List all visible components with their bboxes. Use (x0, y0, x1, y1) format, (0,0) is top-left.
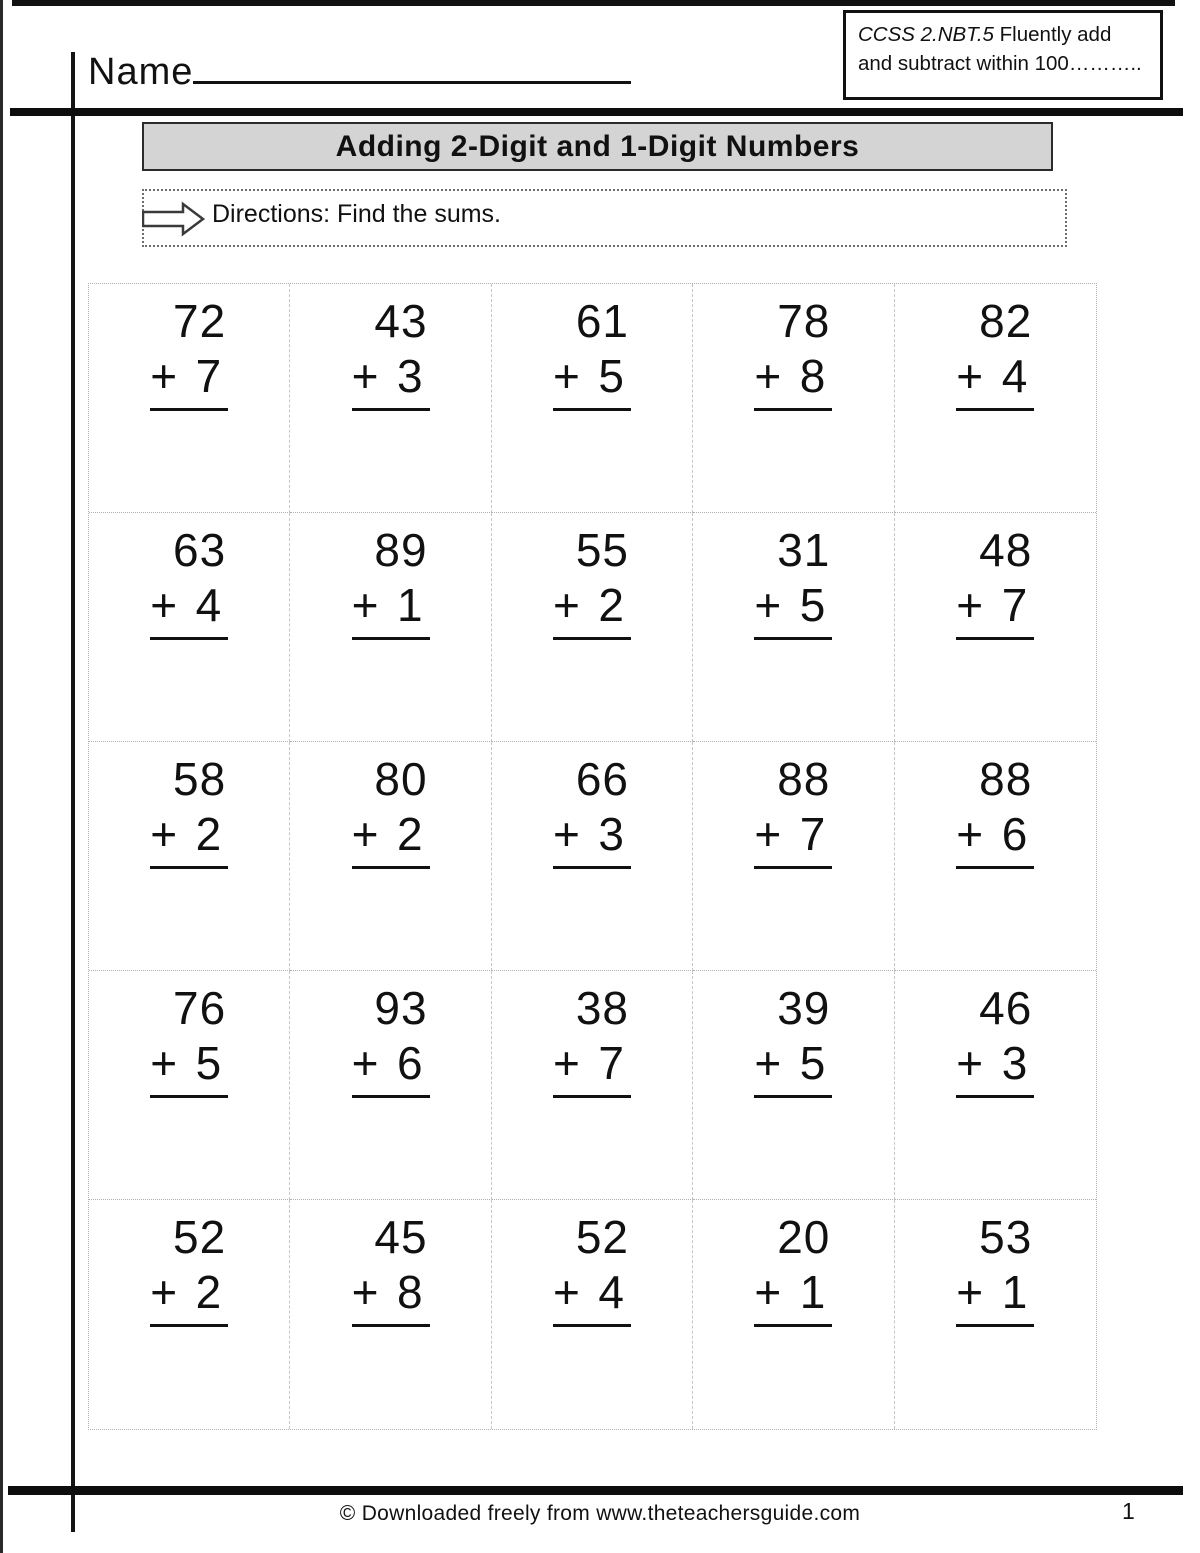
augend: 82 (979, 295, 1033, 347)
addition-problem (553, 984, 631, 1098)
plus-sign: + (956, 350, 984, 403)
problem-cell (89, 513, 290, 742)
problem-cell (89, 742, 290, 971)
page-number: 1 (1122, 1498, 1135, 1524)
augend: 39 (777, 982, 831, 1034)
addend: 3 (397, 350, 424, 403)
problem-cell (895, 1200, 1096, 1429)
addition-problem (150, 526, 228, 640)
problem-cell (89, 284, 290, 513)
plus-sign: + (956, 1037, 984, 1090)
addend: 7 (195, 350, 223, 403)
ccss-standard-box (843, 10, 1163, 100)
problem-cell (693, 513, 894, 742)
addend: 8 (799, 350, 827, 403)
augend: 80 (374, 753, 428, 805)
plus-sign: + (351, 1266, 379, 1319)
addend: 5 (799, 1037, 827, 1090)
addend: 3 (1001, 1037, 1029, 1090)
augend: 61 (575, 295, 629, 347)
addition-problem (754, 755, 832, 869)
name-label: Name (88, 51, 194, 93)
plus-sign: + (351, 808, 379, 861)
addend: 8 (397, 1266, 424, 1319)
augend: 76 (173, 982, 227, 1034)
ccss-description: Fluently add and subtract within 100……….. (858, 23, 1142, 75)
addend: 2 (598, 579, 625, 632)
problem-cell (895, 742, 1096, 971)
problem-cell (290, 284, 491, 513)
plus-sign: + (552, 808, 580, 861)
addend: 5 (598, 350, 625, 403)
problem-cell (492, 742, 693, 971)
plus-sign: + (754, 1266, 782, 1319)
augend: 52 (173, 1211, 227, 1263)
plus-sign: + (956, 808, 984, 861)
addition-problem (956, 297, 1034, 411)
plus-sign: + (351, 350, 379, 403)
problem-cell (895, 513, 1096, 742)
addition-problem (956, 1213, 1034, 1327)
addend: 7 (1001, 579, 1029, 632)
plus-sign: + (754, 579, 782, 632)
augend: 78 (777, 295, 831, 347)
plus-sign: + (552, 350, 580, 403)
addend: 2 (397, 808, 424, 861)
plus-sign: + (351, 1037, 379, 1090)
addition-problem (754, 1213, 832, 1327)
plus-sign: + (956, 579, 984, 632)
problem-cell (693, 971, 894, 1200)
problem-cell (290, 1200, 491, 1429)
footer-rule (8, 1486, 1183, 1495)
augend: 72 (173, 295, 227, 347)
plus-sign: + (552, 579, 580, 632)
addend: 4 (1001, 350, 1029, 403)
addition-problem (352, 526, 430, 640)
worksheet-title-bar (142, 122, 1053, 171)
addition-problem (150, 984, 228, 1098)
addition-problem (754, 526, 832, 640)
plus-sign: + (150, 579, 178, 632)
plus-sign: + (956, 1266, 984, 1319)
addition-problem (352, 297, 430, 411)
footer-credit: © Downloaded freely from www.theteachersguide.com (339, 1502, 861, 1525)
problems-grid (88, 283, 1097, 1430)
augend: 55 (575, 524, 629, 576)
addend: 2 (195, 808, 223, 861)
problem-cell (89, 1200, 290, 1429)
addend: 6 (1001, 808, 1029, 861)
addition-problem (956, 526, 1034, 640)
addend: 5 (799, 579, 827, 632)
problem-cell (693, 742, 894, 971)
notebook-margin-line (71, 52, 75, 1532)
problem-cell (693, 1200, 894, 1429)
addition-problem (553, 755, 631, 869)
augend: 63 (173, 524, 227, 576)
plus-sign: + (754, 808, 782, 861)
name-row (88, 44, 631, 94)
augend: 31 (777, 524, 831, 576)
directions-box (142, 189, 1067, 247)
addend: 4 (195, 579, 223, 632)
name-blank-line (193, 44, 631, 84)
problem-cell (492, 1200, 693, 1429)
directions-text: Directions: Find the sums. (212, 200, 501, 228)
addend: 3 (598, 808, 625, 861)
augend: 88 (979, 753, 1033, 805)
augend: 45 (374, 1211, 428, 1263)
problem-cell (895, 284, 1096, 513)
plus-sign: + (552, 1037, 580, 1090)
addition-problem (754, 984, 832, 1098)
ccss-code: CCSS 2.NBT.5 (858, 23, 994, 46)
addend: 7 (799, 808, 827, 861)
problem-cell (693, 284, 894, 513)
problem-cell (89, 971, 290, 1200)
addition-problem (553, 526, 631, 640)
augend: 43 (374, 295, 428, 347)
addend: 1 (799, 1266, 827, 1319)
augend: 66 (575, 753, 629, 805)
addition-problem (150, 755, 228, 869)
augend: 52 (575, 1211, 629, 1263)
plus-sign: + (552, 1266, 580, 1319)
augend: 58 (173, 753, 227, 805)
augend: 53 (979, 1211, 1033, 1263)
plus-sign: + (754, 350, 782, 403)
problem-cell (492, 971, 693, 1200)
addition-problem (553, 297, 631, 411)
problem-cell (290, 971, 491, 1200)
plus-sign: + (150, 350, 178, 403)
header-rule (10, 108, 1183, 116)
addition-problem (150, 1213, 228, 1327)
augend: 46 (979, 982, 1033, 1034)
addition-problem (956, 984, 1034, 1098)
addition-problem (352, 1213, 430, 1327)
addition-problem (754, 297, 832, 411)
augend: 89 (374, 524, 428, 576)
augend: 48 (979, 524, 1033, 576)
problem-cell (492, 284, 693, 513)
right-arrow-icon (142, 200, 206, 238)
addend: 1 (1001, 1266, 1029, 1319)
worksheet-title: Adding 2-Digit and 1-Digit Numbers (335, 129, 860, 163)
plus-sign: + (150, 808, 178, 861)
plus-sign: + (150, 1037, 178, 1090)
problem-cell (492, 513, 693, 742)
augend: 20 (777, 1211, 831, 1263)
addition-problem (553, 1213, 631, 1327)
addend: 6 (397, 1037, 424, 1090)
augend: 93 (374, 982, 428, 1034)
augend: 88 (777, 753, 831, 805)
addend: 1 (397, 579, 424, 632)
problem-cell (895, 971, 1096, 1200)
plus-sign: + (150, 1266, 178, 1319)
addition-problem (352, 984, 430, 1098)
addend: 2 (195, 1266, 223, 1319)
plus-sign: + (351, 579, 379, 632)
addend: 7 (598, 1037, 625, 1090)
augend: 38 (575, 982, 629, 1034)
problem-cell (290, 742, 491, 971)
addition-problem (150, 297, 228, 411)
page-left-edge-line (0, 0, 3, 1553)
page-top-edge-line (12, 0, 1175, 6)
plus-sign: + (754, 1037, 782, 1090)
addend: 5 (195, 1037, 223, 1090)
addition-problem (956, 755, 1034, 869)
addition-problem (352, 755, 430, 869)
problem-cell (290, 513, 491, 742)
addend: 4 (598, 1266, 625, 1319)
